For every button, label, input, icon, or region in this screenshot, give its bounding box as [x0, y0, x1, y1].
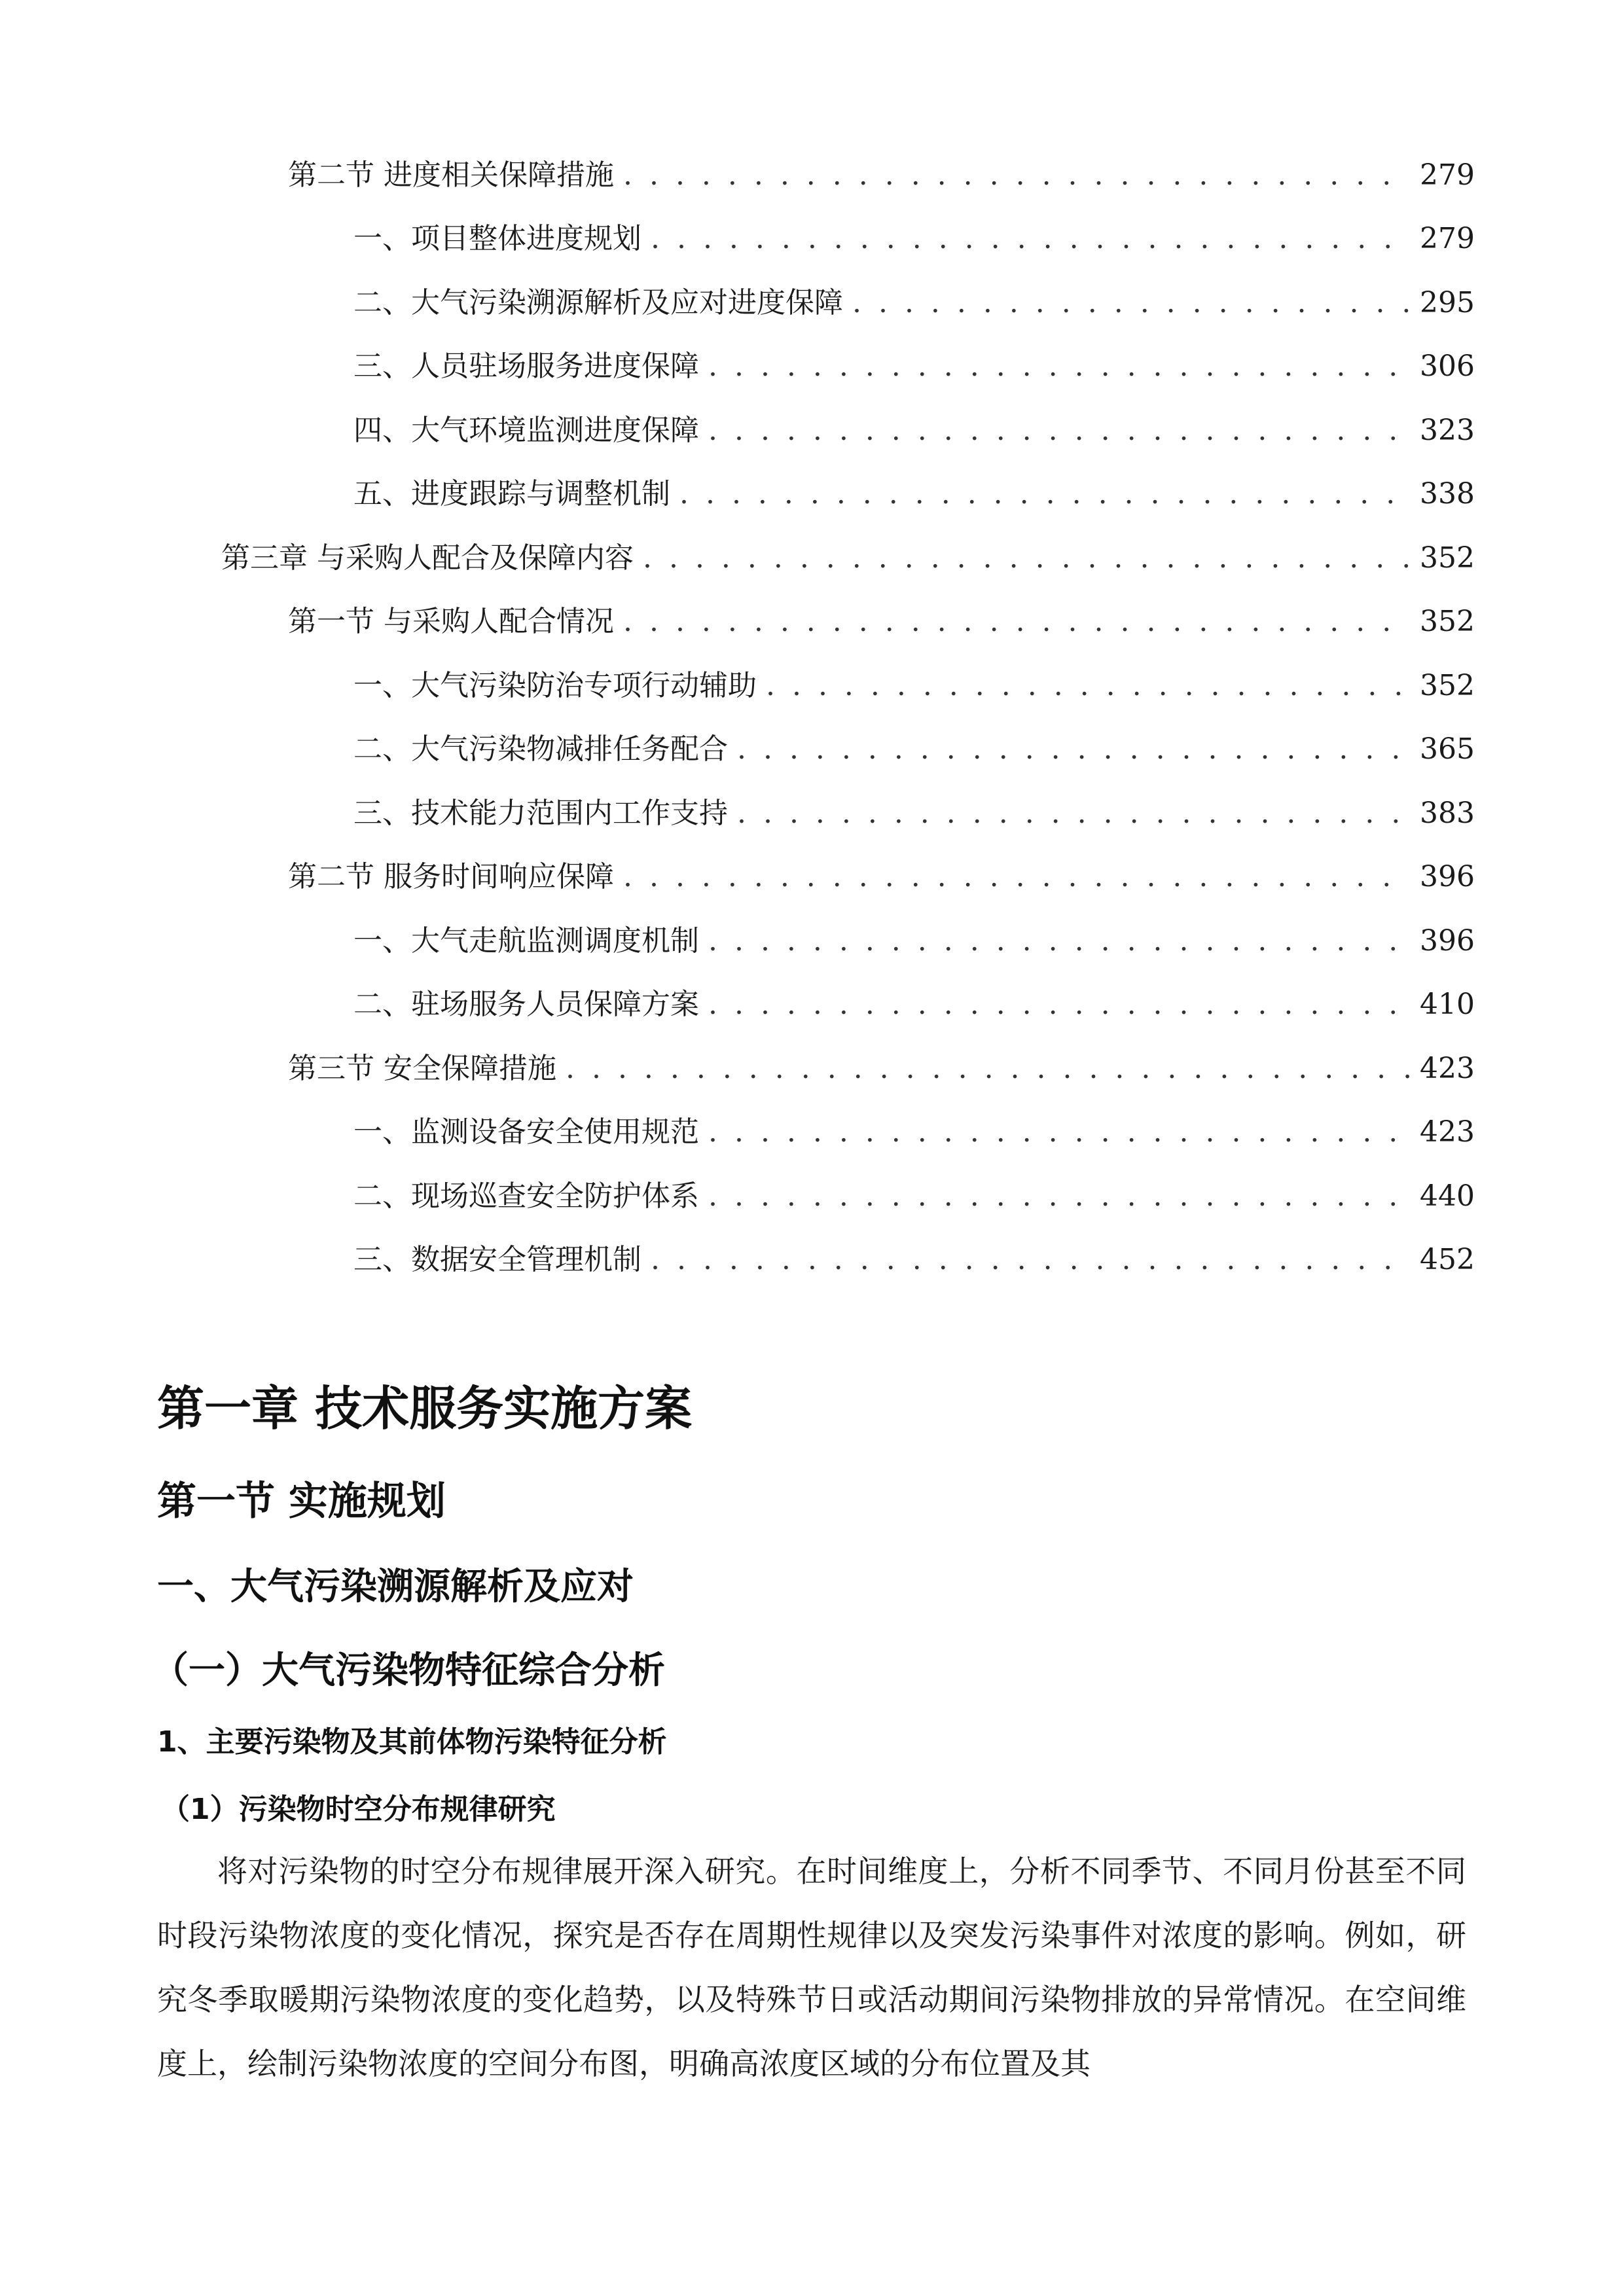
toc-dot-leader	[623, 602, 1411, 641]
toc-entry-title: 第三节 安全保障措施	[288, 1052, 556, 1085]
toc-entry[interactable]	[353, 411, 1475, 450]
toc-entry-title: 大气污染溯源解析及应对进度保障	[411, 286, 843, 319]
toc-entry-page: 396	[1420, 860, 1475, 893]
toc-entry-page: 440	[1420, 1179, 1475, 1213]
toc-entry-page: 295	[1420, 286, 1475, 319]
toc-entry[interactable]	[221, 539, 1475, 578]
toc-entry[interactable]	[353, 475, 1475, 514]
toc-dot-leader	[651, 219, 1411, 259]
toc-entry-title: 现场巡查安全防护体系	[411, 1179, 699, 1213]
toc-entry-page: 410	[1420, 988, 1475, 1021]
toc-entry[interactable]	[353, 794, 1475, 833]
toc-entry-title: 项目整体进度规划	[411, 222, 641, 255]
toc-entry-page: 352	[1420, 541, 1475, 575]
toc-dot-leader	[737, 730, 1411, 769]
toc-dot-leader	[566, 1049, 1411, 1088]
toc-dot-leader	[679, 475, 1411, 514]
toc-entry-title: 数据安全管理机制	[411, 1243, 641, 1276]
toc-entry-title: 监测设备安全使用规范	[411, 1115, 699, 1149]
toc-entry-title: 大气走航监测调度机制	[411, 924, 699, 958]
toc-entry-page: 452	[1420, 1243, 1475, 1276]
toc-entry-page: 338	[1420, 477, 1475, 511]
toc-dot-leader	[737, 794, 1411, 833]
toc-entry-number: 一、	[353, 1115, 411, 1149]
toc-entry[interactable]	[353, 1113, 1475, 1152]
toc-entry[interactable]	[353, 1240, 1475, 1280]
toc-dot-leader	[708, 1177, 1411, 1216]
toc-entry[interactable]	[353, 730, 1475, 769]
toc-entry-page: 323	[1420, 414, 1475, 447]
toc-entry-number: 三、	[353, 797, 411, 830]
toc-entry-title: 大气污染防治专项行动辅助	[411, 669, 757, 702]
toc-entry-page: 306	[1420, 350, 1475, 383]
toc-entry-title: 第二节 服务时间响应保障	[288, 860, 614, 893]
toc-entry-number: 五、	[353, 477, 411, 511]
toc-entry-page: 423	[1420, 1052, 1475, 1085]
toc-entry-number: 三、	[353, 350, 411, 383]
toc-entry-title: 第一节 与采购人配合情况	[288, 605, 614, 638]
toc-dot-leader	[708, 922, 1411, 961]
toc-entry-number: 二、	[353, 1179, 411, 1213]
body-paragraph: 将对污染物的时空分布规律展开深入研究。在时间维度上，分析不同季节、不同月份甚至不同时段污染物浓度的变化情况，探究是否存在周期性规律以及突发污染事件对浓度的影响。例如，研究冬季取暖期污染物浓度的变化趋势，以及特殊节日或活动期间污染物排放的异常情况。在空间维度上，绘制污染物浓度的空间分布图，明确高浓度区域的分布位置及其	[157, 1854, 1466, 2081]
toc-entry[interactable]	[288, 156, 1475, 195]
toc-entry-title: 第二节 进度相关保障措施	[288, 158, 614, 192]
toc-entry-number: 二、	[353, 988, 411, 1021]
toc-entry[interactable]	[353, 666, 1475, 706]
toc-dot-leader	[708, 411, 1411, 450]
toc-entry-page: 352	[1420, 605, 1475, 638]
toc-entry-title: 大气污染物减排任务配合	[411, 732, 728, 766]
subsection-title: 一、大气污染溯源解析及应对	[157, 1566, 634, 1608]
toc-entry-page: 396	[1420, 924, 1475, 958]
toc-dot-leader	[852, 283, 1411, 323]
toc-entry-page: 352	[1420, 669, 1475, 702]
toc-entry[interactable]	[353, 1177, 1475, 1216]
toc-entry-page: 279	[1420, 222, 1475, 255]
toc-entry-title: 技术能力范围内工作支持	[411, 797, 728, 830]
toc-entry[interactable]	[353, 922, 1475, 961]
toc-entry[interactable]	[353, 219, 1475, 259]
toc-dot-leader	[708, 985, 1411, 1024]
toc-dot-leader	[651, 1240, 1411, 1280]
toc-entry-title: 大气环境监测进度保障	[411, 414, 699, 447]
item-title: 1、主要污染物及其前体物污染特征分析	[157, 1725, 667, 1759]
toc-entry-page: 383	[1420, 797, 1475, 830]
toc-entry[interactable]	[288, 857, 1475, 897]
toc-entry[interactable]	[353, 283, 1475, 323]
toc-entry-number: 一、	[353, 669, 411, 702]
chapter-title: 第一章 技术服务实施方案	[157, 1381, 693, 1436]
subitem-title: （1）污染物时空分布规律研究	[161, 1793, 556, 1826]
toc-entry[interactable]	[353, 985, 1475, 1024]
toc-entry-number: 二、	[353, 286, 411, 319]
toc-dot-leader	[708, 347, 1411, 386]
toc-entry-number: 四、	[353, 414, 411, 447]
toc-dot-leader	[766, 666, 1411, 706]
toc-entry-page: 279	[1420, 158, 1475, 192]
toc-entry[interactable]	[288, 602, 1475, 641]
toc-entry-title: 进度跟踪与调整机制	[411, 477, 670, 511]
toc-dot-leader	[623, 857, 1411, 897]
toc-entry-number: 一、	[353, 222, 411, 255]
subsubsection-title: （一）大气污染物特征综合分析	[152, 1649, 665, 1692]
toc-entry-title: 人员驻场服务进度保障	[411, 350, 699, 383]
toc-entry[interactable]	[288, 1049, 1475, 1088]
section-title: 第一节 实施规划	[157, 1479, 446, 1524]
toc-entry-number: 三、	[353, 1243, 411, 1276]
toc-entry-title: 驻场服务人员保障方案	[411, 988, 699, 1021]
toc-dot-leader	[708, 1113, 1411, 1152]
toc-dot-leader	[623, 156, 1411, 195]
toc-entry-title: 第三章 与采购人配合及保障内容	[221, 541, 634, 575]
toc-entry-number: 二、	[353, 732, 411, 766]
toc-entry-page: 365	[1420, 732, 1475, 766]
toc-entry-number: 一、	[353, 924, 411, 958]
toc-entry[interactable]	[353, 347, 1475, 386]
toc-dot-leader	[643, 539, 1411, 578]
toc-entry-page: 423	[1420, 1115, 1475, 1149]
